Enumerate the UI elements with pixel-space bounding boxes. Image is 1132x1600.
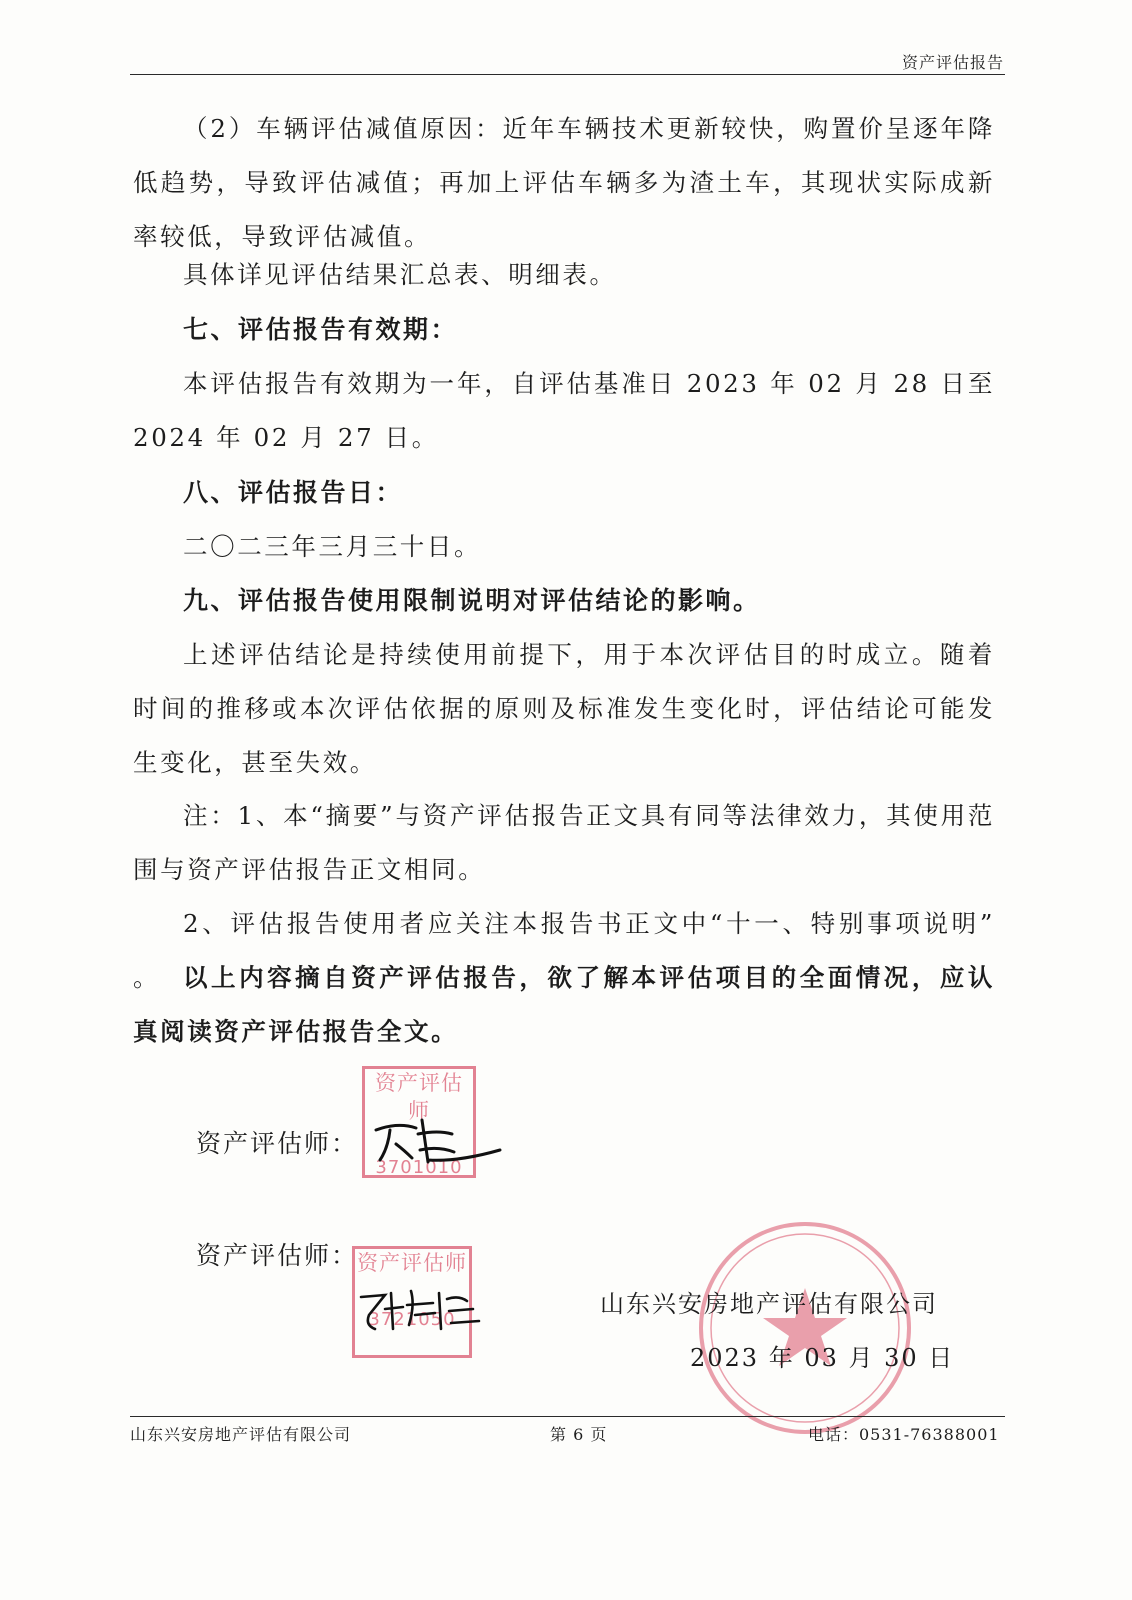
signature-1-image	[368, 1100, 508, 1170]
stamp-number-2: 3721050	[368, 1309, 456, 1330]
page-header-title: 资产评估报告	[901, 53, 1004, 72]
footer-rule	[130, 1416, 1005, 1417]
stamp-title-1: 资产评估师	[375, 1071, 463, 1123]
company-seal-icon	[695, 1218, 915, 1438]
note-one: 注：1、本“摘要”与资产评估报告正文具有同等法律效力，其使用范围与资产评估报告正文相同。	[133, 801, 995, 884]
paragraph-validity: 本评估报告有效期为一年，自评估基准日 2023 年 02 月 28 日至 2024 年 02 月 27 日。	[133, 369, 995, 452]
company-name: 山东兴安房地产评估有限公司	[600, 1290, 938, 1318]
footer-phone: 电话：0531-76388001	[808, 1425, 1000, 1444]
paragraph-usage-limits: 上述评估结论是持续使用前提下，用于本次评估目的时成立。随着时间的推移或本次评估依据的原则及标准发生变化时，评估结论可能发生变化，甚至失效。	[133, 640, 995, 777]
paragraph-excerpt-notice: 以上内容摘自资产评估报告，欲了解本评估项目的全面情况，应认真阅读资产评估报告全文。	[133, 963, 995, 1046]
note-two: 2、评估报告使用者应关注本报告书正文中“十一、特别事项说明” 。	[133, 909, 995, 992]
appraiser-label-2: 资产评估师：	[196, 1241, 359, 1270]
footer-page-number: 第 6 页	[550, 1425, 608, 1444]
section-heading-usage-limits: 九、评估报告使用限制说明对评估结论的影响。	[183, 586, 761, 615]
paragraph-report-date: 二〇二三年三月三十日。	[183, 532, 482, 561]
stamp-number-1: 3701010	[375, 1157, 463, 1178]
paragraph-vehicle-impairment: （2）车辆评估减值原因：近年车辆技术更新较快，购置价呈逐年降低趋势，导致评估减值；再加上评估车辆多为渣土车，其现状实际成新率较低，导致评估减值。	[133, 114, 995, 251]
signature-2-image	[355, 1285, 485, 1335]
paragraph-details-reference: 具体详见评估结果汇总表、明细表。	[183, 260, 617, 289]
stamp-title-2: 资产评估师	[357, 1251, 467, 1275]
section-heading-report-date: 八、评估报告日：	[183, 478, 404, 507]
header-rule	[130, 74, 1005, 75]
signature-date: 2023 年 03 月 30 日	[690, 1344, 955, 1372]
appraiser-label-1: 资产评估师：	[196, 1129, 359, 1158]
footer-company: 山东兴安房地产评估有限公司	[130, 1425, 352, 1444]
section-heading-validity: 七、评估报告有效期：	[183, 315, 459, 344]
